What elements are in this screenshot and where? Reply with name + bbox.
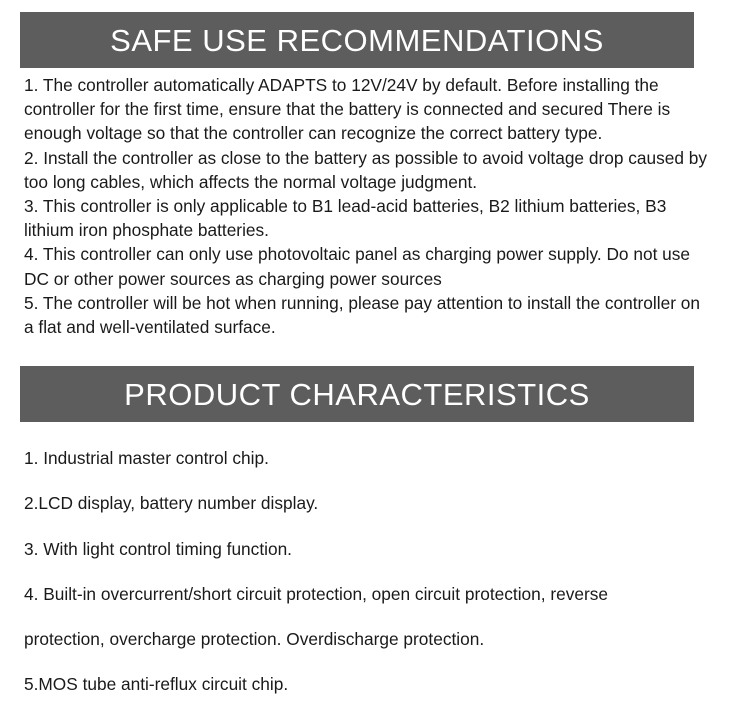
safe-use-item-2: 2. Install the controller as close to the battery as possible to avoid voltage drop caused by too long cables, which affects the normal voltage judgment. [24,147,708,192]
product-item-4-continued: protection, overcharge protection. Overdischarge protection. [24,629,485,650]
product-item-5: 5.MOS tube anti-reflux circuit chip. [24,674,289,695]
safe-use-item-1: 1. The controller automatically ADAPTS to 12V/24V by default. Before installing the controller for the first time, ensure that the battery is connected and secured There is enough voltage so that the controller can recognize the correct battery type. [24,75,671,144]
safe-use-item-5: 5. The controller will be hot when running, please pay attention to install the controller on a flat and well-ventilated surface. [24,292,700,338]
product-item-3: 3. With light control timing function. [24,538,292,559]
product-item-2: 2.LCD display, battery number display. [24,493,319,514]
product-item-1: 1. Industrial master control chip. [24,448,269,468]
product-characteristics-list [24,447,714,719]
safe-use-item-4: 4. This controller can only use photovoltaic panel as charging power supply. Do not use DC or other power sources as charging power sources [24,244,691,289]
product-characteristics-heading: PRODUCT CHARACTERISTICS [20,366,694,422]
product-item-4: 4. Built-in overcurrent/short circuit protection, open circuit protection, reverse [24,583,608,604]
safe-use-list [24,73,714,339]
safe-use-item-3: 3. This controller is only applicable to B1 lead-acid batteries, B2 lithium batteries, B3 lithium iron phosphate batteries. [24,196,667,241]
safe-use-heading: SAFE USE RECOMMENDATIONS [20,12,694,68]
